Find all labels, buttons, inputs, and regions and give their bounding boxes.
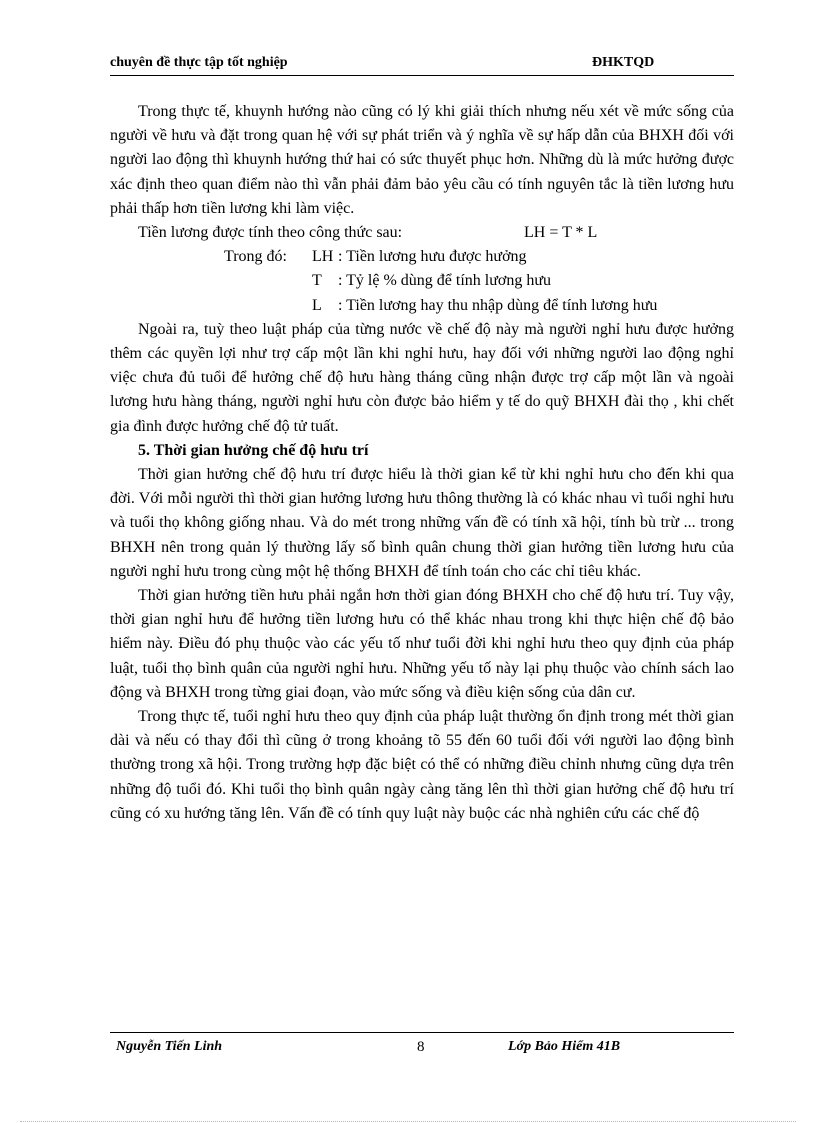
definition-symbol: LH xyxy=(312,248,334,266)
definition-desc: : Tỷ lệ % dùng để tính lương hưu xyxy=(338,272,552,290)
section-paragraph-2: Thời gian hưởng tiền hưu phải ngắn hơn thời gian đóng BHXH cho chế độ hưu trí. Tuy vậy, thời gian nghỉ hưu để hưởng tiền lương hưu có thể khác nhau trong khi thực hiện chế độ bảo hiểm này. Điều đó phụ thuộc vào các yếu tố như tuổi đời khi nghỉ hưu theo quy định của pháp luật, tuổi thọ bình quân của người nghỉ hưu. Những yếu tố này lại phụ thuộc vào chính sách lao động và BHXH trong từng giai đoạn, vào mức sống và điều kiện sống của dân cư. xyxy=(110,587,734,701)
formula-equation: LH = T * L xyxy=(524,224,598,242)
formula-text: Tiền lương được tính theo công thức sau: xyxy=(138,224,403,242)
definition-symbol: L xyxy=(312,296,322,314)
page-number: 8 xyxy=(417,1039,425,1055)
definition-row xyxy=(110,245,734,269)
section-paragraph-1: Thời gian hưởng chế độ hưu trí được hiểu là thời gian kể từ khi nghỉ hưu cho đến khi qua đời. Với mỗi người thì thời gian hưởng lương hưu thông thường là có khác nhau vì tuổi nghỉ hưu và tuổi thọ không giống nhau. Và do mét trong những vấn đề có tính xã hội, tính bù trừ ... trong BHXH nên trong quản lý thường lấy số bình quân chung thời gian hưởng tiền lương hưu của người nghỉ hưu trong cùng một hệ thống BHXH để tính toán cho các chỉ tiêu khác. xyxy=(110,465,734,580)
page-border-dotted xyxy=(20,1121,796,1122)
footer-author: Nguyễn Tiến Linh xyxy=(116,1039,223,1054)
section-paragraph-3: Trong thực tế, tuổi nghỉ hưu theo quy định của pháp luật thường ổn định trong mét thời gian dài và nếu có thay đổi thì cũng ở trong khoảng tõ 55 đến 60 tuổi đối với người lao động bình thường trong xã hội. Trong trường hợp đặc biệt có thể có những điều chỉnh nhưng cũng dựa trên những độ tuổi đó. Khi tuổi thọ bình quân ngày càng tăng lên thì thời gian hưởng chế độ hưu trí cũng có xu hướng tăng lên. Vấn đề có tính quy luật này buộc các nhà nghiên cứu các chế độ xyxy=(110,708,734,822)
section-title: 5. Thời gian hưởng chế độ hưu trí xyxy=(138,441,369,459)
page-content xyxy=(110,100,734,826)
definition-row xyxy=(110,269,734,293)
definition-row xyxy=(110,294,734,318)
definition-desc: : Tiền lương hay thu nhập dùng để tính lương hưu xyxy=(338,296,658,314)
footer-class: Lớp Bảo Hiểm 41B xyxy=(508,1039,621,1054)
paragraph-1: Trong thực tế, khuynh hướng nào cũng có lý khi giải thích nhưng nếu xét về mức sống của người về hưu và đặt trong quan hệ với sự phát triển và ý nghĩa về sự hấp dẫn của BHXH đối với người lao động thì khuynh hướng thứ hai có sức thuyết phục hơn. Những dù là mức hưởng được xác định theo quan điểm nào thì vẫn phải đảm bảo yêu cầu có tính nguyên tắc là tiền lương hưu phải thấp hơn tiền lương khi làm việc. xyxy=(110,103,734,217)
definition-symbol: T xyxy=(312,272,322,290)
header-right-text: ĐHKTQD xyxy=(592,55,655,70)
definition-label: Trong đó: xyxy=(224,248,287,266)
page-header xyxy=(110,55,734,76)
header-left-text: chuyên đề thực tập tốt nghiệp xyxy=(110,55,288,70)
definition-desc: : Tiền lương hưu được hưởng xyxy=(338,248,527,266)
formula-line xyxy=(110,221,734,245)
paragraph-2: Ngoài ra, tuỳ theo luật pháp của từng nước về chế độ này mà người nghỉ hưu được hưởng thêm các quyền lợi như trợ cấp một lần khi nghỉ hưu, hay đối với những người lao động nghỉ việc chưa đủ tuổi để hưởng chế độ hưu hàng tháng cũng nhận được trợ cấp một lần và ngoài lương hưu hàng tháng, người nghỉ hưu còn được bảo hiểm y tế do quỹ BHXH đài thọ , khi chết gia đình được hưởng chế độ tử tuất. xyxy=(110,320,734,435)
page-footer xyxy=(110,1032,734,1057)
